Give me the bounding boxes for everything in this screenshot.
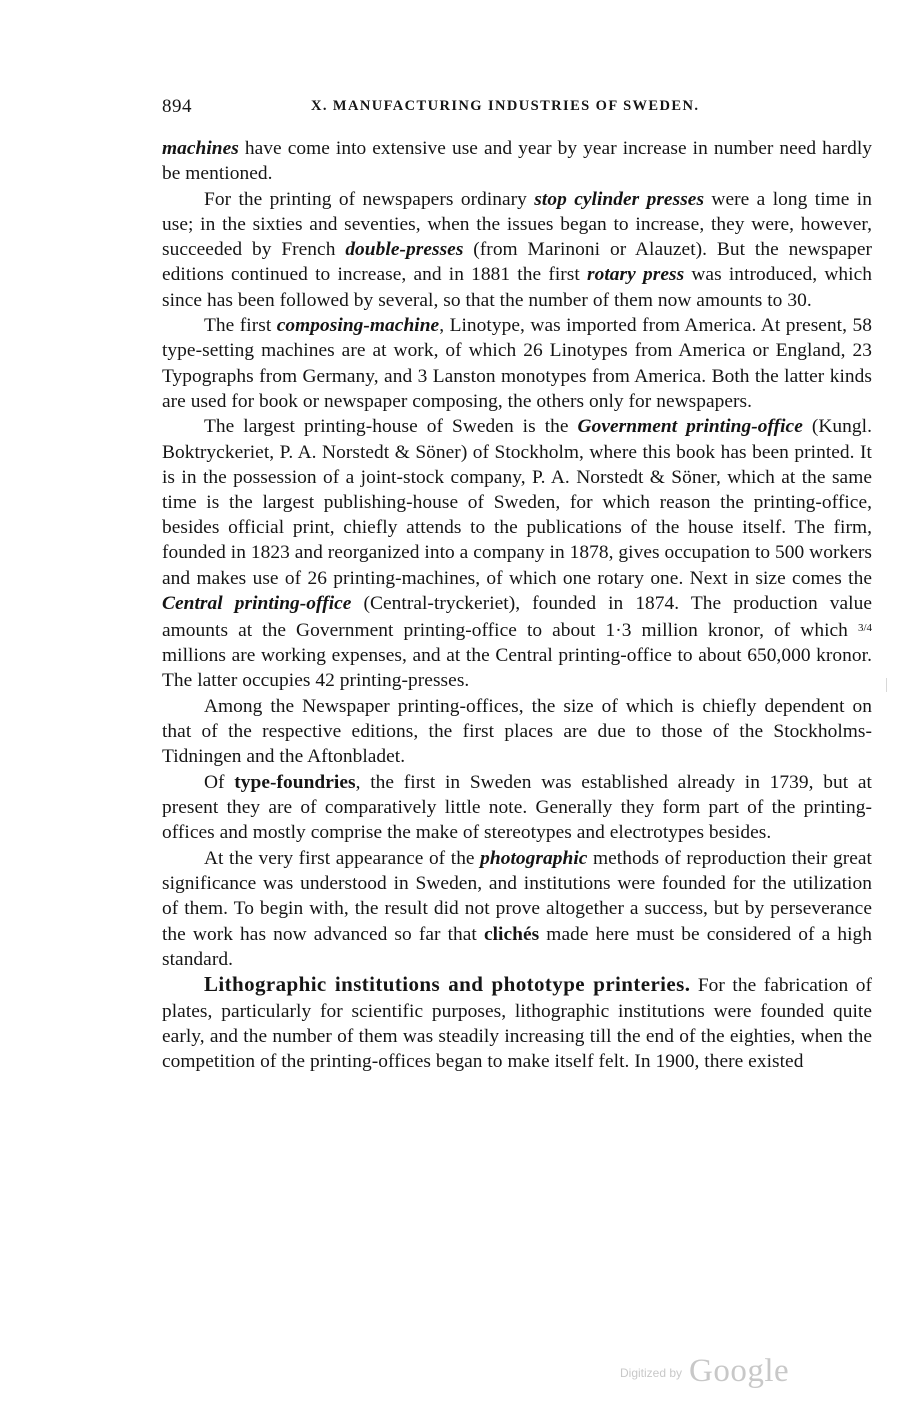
- paragraph-newspaper-presses: [162, 187, 872, 313]
- emphasis: Government printing-office: [577, 416, 803, 438]
- paragraph-machines: [162, 136, 872, 186]
- text-run: (Kungl. Boktryckeriet, P. A. Norstedt & Söner) of Stockholm, where this book has been printed. It is in the possession of a joint-stock company, P. A. Norstedt & Söner, which at the same time is the largest publishing-house of Sweden, for which reason the printing-office, besides official print, chiefly attends to the publications of the house itself. The firm, founded in 1823 and reorganized into a company in 1878, gives occupation to 500 workers and makes use of 26 printing-machines, of which one rotary one. Next in size comes the: [162, 416, 872, 589]
- page-number: 894: [162, 96, 192, 117]
- text-run: (Central-tryckeriet), founded in 1874. The production value amounts at the Government printing-office to about 1·3 million kronor, of which: [162, 592, 873, 642]
- emphasis: rotary press: [587, 264, 685, 286]
- google-watermark: [620, 1353, 789, 1393]
- emphasis: type-foundries: [234, 772, 356, 794]
- text-run: , the first in Sweden was established already in 1739, but at present they are of comparatively little note. Generally they form part of the printing-offices and mostly comprise the make of stereotypes and electrotypes besides.: [162, 772, 872, 844]
- text-run: For the printing of newspapers ordinary: [204, 188, 535, 210]
- emphasis: Central printing-office: [162, 592, 352, 614]
- paragraph-composing-machine: [162, 313, 872, 414]
- text-run: Of: [204, 772, 235, 794]
- text-run: millions are working expenses, and at the Central printing-office to about 650,000 kronor. The latter occupies 42 printing-presses.: [162, 645, 872, 692]
- emphasis: stop cylinder presses: [534, 188, 705, 210]
- text-run: The first: [204, 315, 277, 337]
- emphasis: composing-machine: [276, 315, 440, 337]
- text-run: (from Marinoni or Alauzet). But the newspaper editions continued to increase, and in 1881 the first: [162, 239, 872, 286]
- paragraph-newspaper-offices: [162, 694, 872, 770]
- text-run: were a long time in use; in the sixties and seventies, when the issues began to increase, they were, however, succeeded by French: [162, 188, 872, 261]
- paragraph-photographic: [162, 846, 872, 972]
- body-text: [162, 136, 872, 1074]
- page-header: [162, 96, 872, 122]
- text-run: At the very first appearance of the: [204, 848, 481, 870]
- text-run: For the fabrication of plates, particularly for scientific purposes, lithographic institutions were founded quite early, and the number of them was steadily increasing till the end of the eighties, when the competition of the printing-offices began to make itself felt. In 1900, there existed: [162, 975, 872, 1073]
- paragraph-printing-houses: [162, 414, 872, 693]
- google-logo: Google: [689, 1353, 790, 1389]
- text-run: Among the Newspaper printing-offices, the size of which is chiefly dependent on that of the respective editions, the first places are due to those of the Stockholms-Tidningen and the Aftonbladet.: [162, 696, 872, 768]
- emphasis: double-presses: [345, 239, 464, 261]
- emphasis: clichés: [483, 923, 540, 945]
- text-run: methods of reproduction their great significance was understood in Sweden, and institutions were founded for the utilization of them. To begin with, the result did not prove altogether a success, but by perseverance the work has now advanced so far that: [162, 848, 872, 945]
- emphasis: photographic: [480, 848, 588, 870]
- watermark-prefix: Digitized by: [620, 1366, 683, 1380]
- paragraph-type-foundries: [162, 770, 872, 846]
- text-run: have come into extensive use and year by year increase in number need hardly be mentioned.: [162, 138, 872, 185]
- text-run: was introduced, which since has been followed by several, so that the number of them now amounts to 30.: [162, 264, 872, 311]
- section-heading: Lithographic institutions and phototype printeries.: [204, 972, 691, 997]
- fraction: 3/4: [857, 622, 872, 635]
- text-run: made here must be considered of a high standard.: [162, 923, 872, 970]
- emphasis: machines: [162, 138, 239, 159]
- running-head: X. MANUFACTURING INDUSTRIES OF SWEDEN.: [311, 98, 700, 114]
- paragraph-lithographic: [162, 972, 872, 1074]
- text-run: , Linotype, was imported from America. At present, 58 type-setting machines are at work, of which 26 Linotypes from America or England, 23 Typographs from Germany, and 3 Lanston monotypes from America. Both the latter kinds are used for book or newspaper composing, the others only for newspapers.: [162, 315, 872, 412]
- scan-mark: [886, 678, 887, 692]
- text-run: The largest printing-house of Sweden is the: [204, 416, 578, 438]
